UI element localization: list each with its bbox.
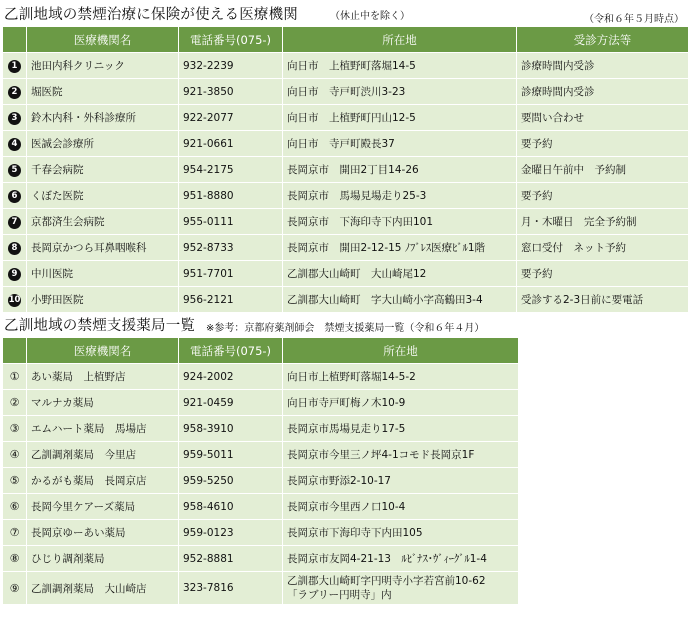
clinic-method: 金曜日午前中 予約制 bbox=[517, 157, 689, 183]
row-number-badge: 3 bbox=[8, 112, 21, 125]
clinic-name: 医誠会診療所 bbox=[27, 131, 179, 157]
pharmacy-name: 長岡京ゆーあい薬局 bbox=[27, 520, 179, 546]
clinic-method: 要予約 bbox=[517, 131, 689, 157]
clinic-address: 向日市 上植野町円山12-5 bbox=[283, 105, 517, 131]
clinic-address: 向日市 寺戸町渋川3-23 bbox=[283, 79, 517, 105]
row-number-badge: 1 bbox=[8, 60, 21, 73]
row-number-badge: 8 bbox=[8, 242, 21, 255]
table-row bbox=[3, 235, 689, 261]
pharmacy-tel: 959-0123 bbox=[179, 520, 283, 546]
pharmacy-tel: 959-5250 bbox=[179, 468, 283, 494]
pharmacy-name: かるがも薬局 長岡京店 bbox=[27, 468, 179, 494]
row-number-label: ⑧ bbox=[9, 552, 20, 565]
header-name: 医療機関名 bbox=[27, 338, 179, 364]
row-number-cell bbox=[3, 287, 27, 313]
pharmacy-address-line1: 乙訓郡大山崎町字円明寺小字若宮前10-62 bbox=[287, 575, 486, 587]
pharmacy-address: 長岡京市野添2-10-17 bbox=[283, 468, 519, 494]
clinic-method: 月・木曜日 完全予約制 bbox=[517, 209, 689, 235]
clinic-address: 長岡京市 開田2-12-15 ﾉﾌﾞﾚｽ医療ﾋﾞﾙ1階 bbox=[283, 235, 517, 261]
table-row bbox=[3, 442, 519, 468]
pharmacy-name: 長岡今里ケアーズ薬局 bbox=[27, 494, 179, 520]
row-number-cell bbox=[3, 183, 27, 209]
pharmacy-tel: 921-0459 bbox=[179, 390, 283, 416]
clinic-address: 乙訓郡大山崎町 大山崎尾12 bbox=[283, 261, 517, 287]
header-address: 所在地 bbox=[283, 338, 519, 364]
clinic-method: 受診する2-3日前に要電話 bbox=[517, 287, 689, 313]
header-blank bbox=[3, 338, 27, 364]
clinic-address: 向日市 上植野町落堀14-5 bbox=[283, 53, 517, 79]
pharmacy-tel: 958-4610 bbox=[179, 494, 283, 520]
clinic-name: 堀医院 bbox=[27, 79, 179, 105]
table-row bbox=[3, 390, 519, 416]
row-number-badge: 4 bbox=[8, 138, 21, 151]
pharmacy-tel: 958-3910 bbox=[179, 416, 283, 442]
row-number-label: ④ bbox=[9, 448, 20, 461]
row-number-badge: 6 bbox=[8, 190, 21, 203]
table-row bbox=[3, 157, 689, 183]
pharmacy-name: 乙訓調剤薬局 大山崎店 bbox=[27, 572, 179, 605]
section1-title: 乙訓地域の禁煙治療に保険が使える医療機関 bbox=[4, 7, 298, 23]
clinic-tel: 922-2077 bbox=[179, 105, 283, 131]
clinic-name: 鈴木内科・外科診療所 bbox=[27, 105, 179, 131]
table-row bbox=[3, 105, 689, 131]
clinic-address: 乙訓郡大山崎町 字大山崎小字高鶴田3-4 bbox=[283, 287, 517, 313]
clinic-method: 窓口受付 ネット予約 bbox=[517, 235, 689, 261]
section2-note: ※参考：京都府薬剤師会 禁煙支援薬局一覧（令和６年４月） bbox=[206, 323, 485, 334]
table-row bbox=[3, 131, 689, 157]
pharmacy-tel: 952-8881 bbox=[179, 546, 283, 572]
pharmacy-address-line2: 「ラブリー円明寺」内 bbox=[287, 589, 392, 601]
row-number-cell bbox=[3, 79, 27, 105]
row-number-label: ③ bbox=[9, 422, 20, 435]
pharmacy-address: 長岡京市馬場見走り17-5 bbox=[283, 416, 519, 442]
clinic-tel: 956-2121 bbox=[179, 287, 283, 313]
row-number-badge: 2 bbox=[8, 86, 21, 99]
clinic-tel: 932-2239 bbox=[179, 53, 283, 79]
clinic-name: 中川医院 bbox=[27, 261, 179, 287]
pharmacy-address bbox=[283, 572, 519, 605]
table-row bbox=[3, 468, 519, 494]
clinic-name: 小野田医院 bbox=[27, 287, 179, 313]
row-number-cell bbox=[3, 442, 27, 468]
section2-title-row bbox=[0, 313, 690, 337]
row-number-cell bbox=[3, 546, 27, 572]
pharmacy-tel: 959-5011 bbox=[179, 442, 283, 468]
row-number-cell bbox=[3, 131, 27, 157]
pharmacy-name: あい薬局 上植野店 bbox=[27, 364, 179, 390]
pharmacy-name: ひじり調剤薬局 bbox=[27, 546, 179, 572]
row-number-cell bbox=[3, 416, 27, 442]
clinic-method: 要予約 bbox=[517, 261, 689, 287]
clinic-tel: 952-8733 bbox=[179, 235, 283, 261]
clinic-address: 長岡京市 馬場見場走り25-3 bbox=[283, 183, 517, 209]
row-number-badge: 7 bbox=[8, 216, 21, 229]
pharmacy-name: エムハート薬局 馬場店 bbox=[27, 416, 179, 442]
row-number-cell bbox=[3, 53, 27, 79]
table-row bbox=[3, 183, 689, 209]
row-number-cell bbox=[3, 235, 27, 261]
row-number-badge: 10 bbox=[8, 294, 21, 305]
clinic-tel: 921-3850 bbox=[179, 79, 283, 105]
clinic-tel: 921-0661 bbox=[179, 131, 283, 157]
table-row bbox=[3, 520, 519, 546]
row-number-label: ⑤ bbox=[9, 474, 20, 487]
clinic-tel: 951-7701 bbox=[179, 261, 283, 287]
row-number-cell bbox=[3, 468, 27, 494]
section2-title: 乙訓地域の禁煙支援薬局一覧 bbox=[4, 318, 196, 334]
row-number-label: ⑨ bbox=[9, 581, 20, 595]
pharmacy-tel: 924-2002 bbox=[179, 364, 283, 390]
row-number-cell bbox=[3, 390, 27, 416]
table-row bbox=[3, 364, 519, 390]
pharmacy-tel: 323-7816 bbox=[179, 572, 283, 605]
section1-date: （令和６年５月時点） bbox=[584, 14, 684, 25]
header-tel: 電話番号(075-) bbox=[179, 338, 283, 364]
clinic-table bbox=[2, 26, 689, 313]
pharmacy-address: 向日市寺戸町梅ノ木10-9 bbox=[283, 390, 519, 416]
table-row bbox=[3, 494, 519, 520]
section1-title-row bbox=[0, 0, 690, 26]
row-number-cell bbox=[3, 157, 27, 183]
row-number-label: ① bbox=[9, 370, 20, 383]
row-number-cell bbox=[3, 105, 27, 131]
header-method: 受診方法等 bbox=[517, 27, 689, 53]
table-row bbox=[3, 53, 689, 79]
clinic-name: 京都済生会病院 bbox=[27, 209, 179, 235]
row-number-cell bbox=[3, 364, 27, 390]
section1-note: （休止中を除く） bbox=[330, 11, 410, 22]
pharmacy-address: 長岡京市友岡4-21-13 ﾙﾋﾞﾅｽ･ｳﾞｨｰｸﾞﾙ1-4 bbox=[283, 546, 519, 572]
row-number-cell bbox=[3, 494, 27, 520]
row-number-cell bbox=[3, 520, 27, 546]
clinic-method: 診療時間内受診 bbox=[517, 79, 689, 105]
table-row bbox=[3, 287, 689, 313]
clinic-address: 長岡京市 下海印寺下内田101 bbox=[283, 209, 517, 235]
pharmacy-name: 乙訓調剤薬局 今里店 bbox=[27, 442, 179, 468]
table-row bbox=[3, 546, 519, 572]
row-number-label: ⑥ bbox=[9, 500, 20, 513]
table-row bbox=[3, 416, 519, 442]
row-number-cell bbox=[3, 572, 27, 605]
clinic-address: 向日市 寺戸町殿長37 bbox=[283, 131, 517, 157]
clinic-tel: 955-0111 bbox=[179, 209, 283, 235]
clinic-name: 千春会病院 bbox=[27, 157, 179, 183]
clinic-tel: 951-8880 bbox=[179, 183, 283, 209]
clinic-method: 要問い合わせ bbox=[517, 105, 689, 131]
clinic-name: くぼた医院 bbox=[27, 183, 179, 209]
clinic-name: 池田内科クリニック bbox=[27, 53, 179, 79]
table-row bbox=[3, 79, 689, 105]
row-number-label: ⑦ bbox=[9, 526, 20, 539]
header-name: 医療機関名 bbox=[27, 27, 179, 53]
pharmacy-address: 長岡京市今里三ノ坪4-1コモド長岡京1F bbox=[283, 442, 519, 468]
clinic-address: 長岡京市 開田2丁目14-26 bbox=[283, 157, 517, 183]
pharmacy-address: 長岡京市下海印寺下内田105 bbox=[283, 520, 519, 546]
pharmacy-name: マルナカ薬局 bbox=[27, 390, 179, 416]
pharmacy-table-header bbox=[3, 338, 519, 364]
clinic-table-header bbox=[3, 27, 689, 53]
header-tel: 電話番号(075-) bbox=[179, 27, 283, 53]
pharmacy-table bbox=[2, 337, 519, 605]
table-row bbox=[3, 572, 519, 605]
row-number-badge: 5 bbox=[8, 164, 21, 177]
table-row bbox=[3, 209, 689, 235]
clinic-tel: 954-2175 bbox=[179, 157, 283, 183]
row-number-cell bbox=[3, 209, 27, 235]
header-address: 所在地 bbox=[283, 27, 517, 53]
row-number-label: ② bbox=[9, 396, 20, 409]
header-blank bbox=[3, 27, 27, 53]
clinic-name: 長岡京かつら耳鼻咽喉科 bbox=[27, 235, 179, 261]
clinic-method: 診療時間内受診 bbox=[517, 53, 689, 79]
row-number-badge: 9 bbox=[8, 268, 21, 281]
pharmacy-address: 向日市上植野町落堀14-5-2 bbox=[283, 364, 519, 390]
row-number-cell bbox=[3, 261, 27, 287]
clinic-method: 要予約 bbox=[517, 183, 689, 209]
table-row bbox=[3, 261, 689, 287]
pharmacy-address: 長岡京市今里西ノ口10-4 bbox=[283, 494, 519, 520]
